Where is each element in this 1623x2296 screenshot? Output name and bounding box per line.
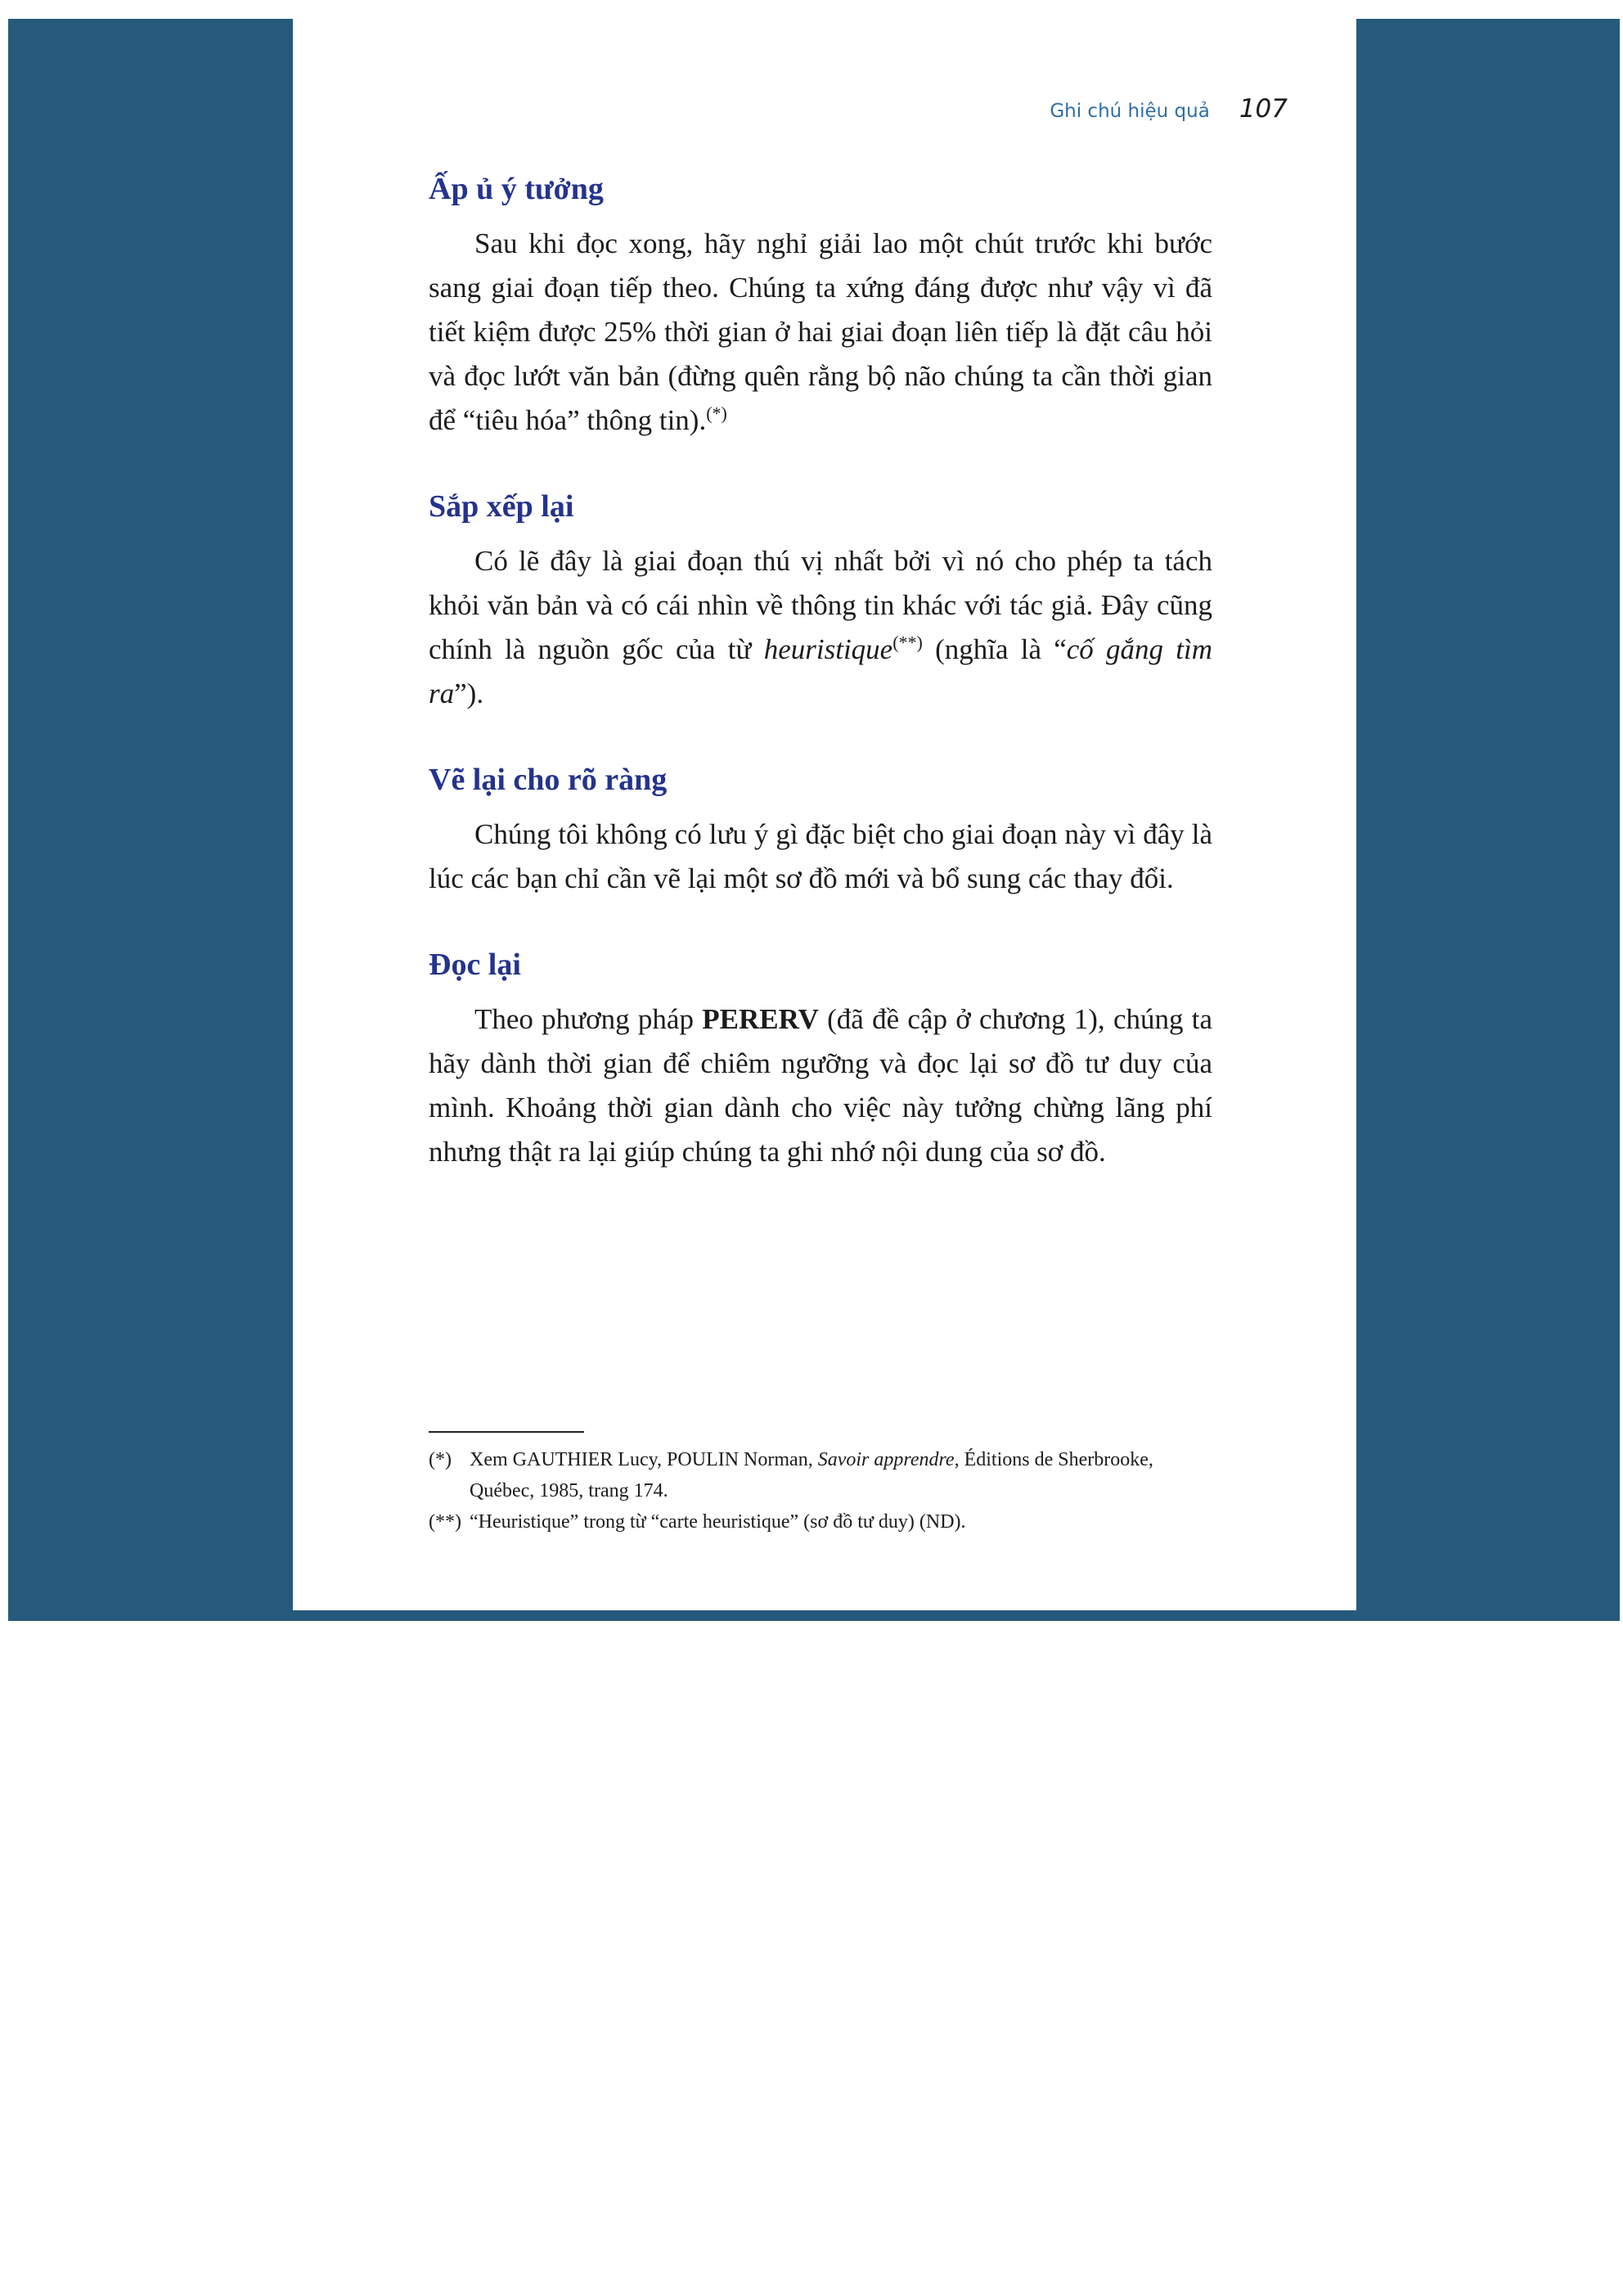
footnotes [429,1431,1214,1537]
paragraph-text: (đã đề cập ở chương 1), chúng ta hãy dành thời gian để chiêm ngưỡng và đọc lại sơ đồ tư duy của mình. Khoảng thời gian dành cho việc này tưởng chừng lãng phí nhưng thật ra lại giúp chúng ta ghi nhớ nội dung của sơ đồ. [429,1003,1212,1168]
footnote [429,1506,1214,1537]
section-reorganize [429,485,1212,716]
footnote-text: Xem GAUTHIER Lucy, POULIN Norman, [470,1449,818,1470]
section-heading: Vẽ lại cho rõ ràng [429,763,668,797]
paragraph-text: Chúng tôi không có lưu ý gì đặc biệt cho giai đoạn này vì đây là lúc các bạn chỉ cần vẽ lại một sơ đồ mới và bổ sung các thay đổi. [429,818,1212,894]
section-redraw [429,759,1212,901]
footnote-text: “Heuristique” trong từ “carte heuristique” (sơ đồ tư duy) (ND). [470,1511,966,1533]
paragraph-text: (nghĩa là “ [922,633,1067,665]
page-number: 107 [1239,94,1288,124]
running-head-title: Ghi chú hiệu quả [1050,101,1210,122]
paragraph-text: Theo phương pháp [474,1003,703,1035]
section-incubate [429,168,1212,443]
section-reread [429,943,1212,1174]
paragraph-text: Có lẽ đây là giai đoạn thú vị nhất bởi vì nó cho phép ta tách khỏi văn bản và có cái nhìn về thông tin khác với tác giả. Đây cũng chính là nguồn gốc của từ [429,545,1212,665]
paragraph [429,813,1212,901]
meaning-italic: cố gắng tìm ra [429,633,1212,709]
method-name: PERERV [702,1003,819,1035]
footnote-ref: (*) [706,403,727,424]
book-page [293,19,1356,1610]
page-body [429,168,1212,1217]
running-head [1050,94,1288,124]
paragraph [429,222,1212,443]
term-italic: heuristique [763,633,893,665]
footnote [429,1444,1214,1506]
paragraph [429,539,1212,716]
paragraph [429,997,1212,1174]
footnote-mark: (**) [429,1511,461,1533]
section-heading: Đọc lại [429,948,521,982]
paragraph-text: ”). [454,678,484,709]
section-heading: Sắp xếp lại [429,489,574,524]
footnote-ref: (**) [892,632,923,653]
section-heading: Ấp ủ ý tưởng [429,172,604,206]
book-title: Savoir apprendre [817,1449,955,1470]
footnote-divider [429,1431,584,1433]
paragraph-text: Sau khi đọc xong, hãy nghỉ giải lao một chút trước khi bước sang giai đoạn tiếp theo. Chúng ta xứng đáng được như vậy vì đã tiết kiệm được 25% thời gian ở hai giai đoạn liên tiếp là đặt câu hỏi và đọc lướt văn bản (đừng quên rằng bộ não chúng ta cần thời gian để “tiêu hóa” thông tin). [429,227,1212,436]
footnote-mark: (*) [429,1449,452,1470]
footnote-text: , Éditions de Sherbrooke, Québec, 1985, trang 174. [470,1449,1153,1501]
